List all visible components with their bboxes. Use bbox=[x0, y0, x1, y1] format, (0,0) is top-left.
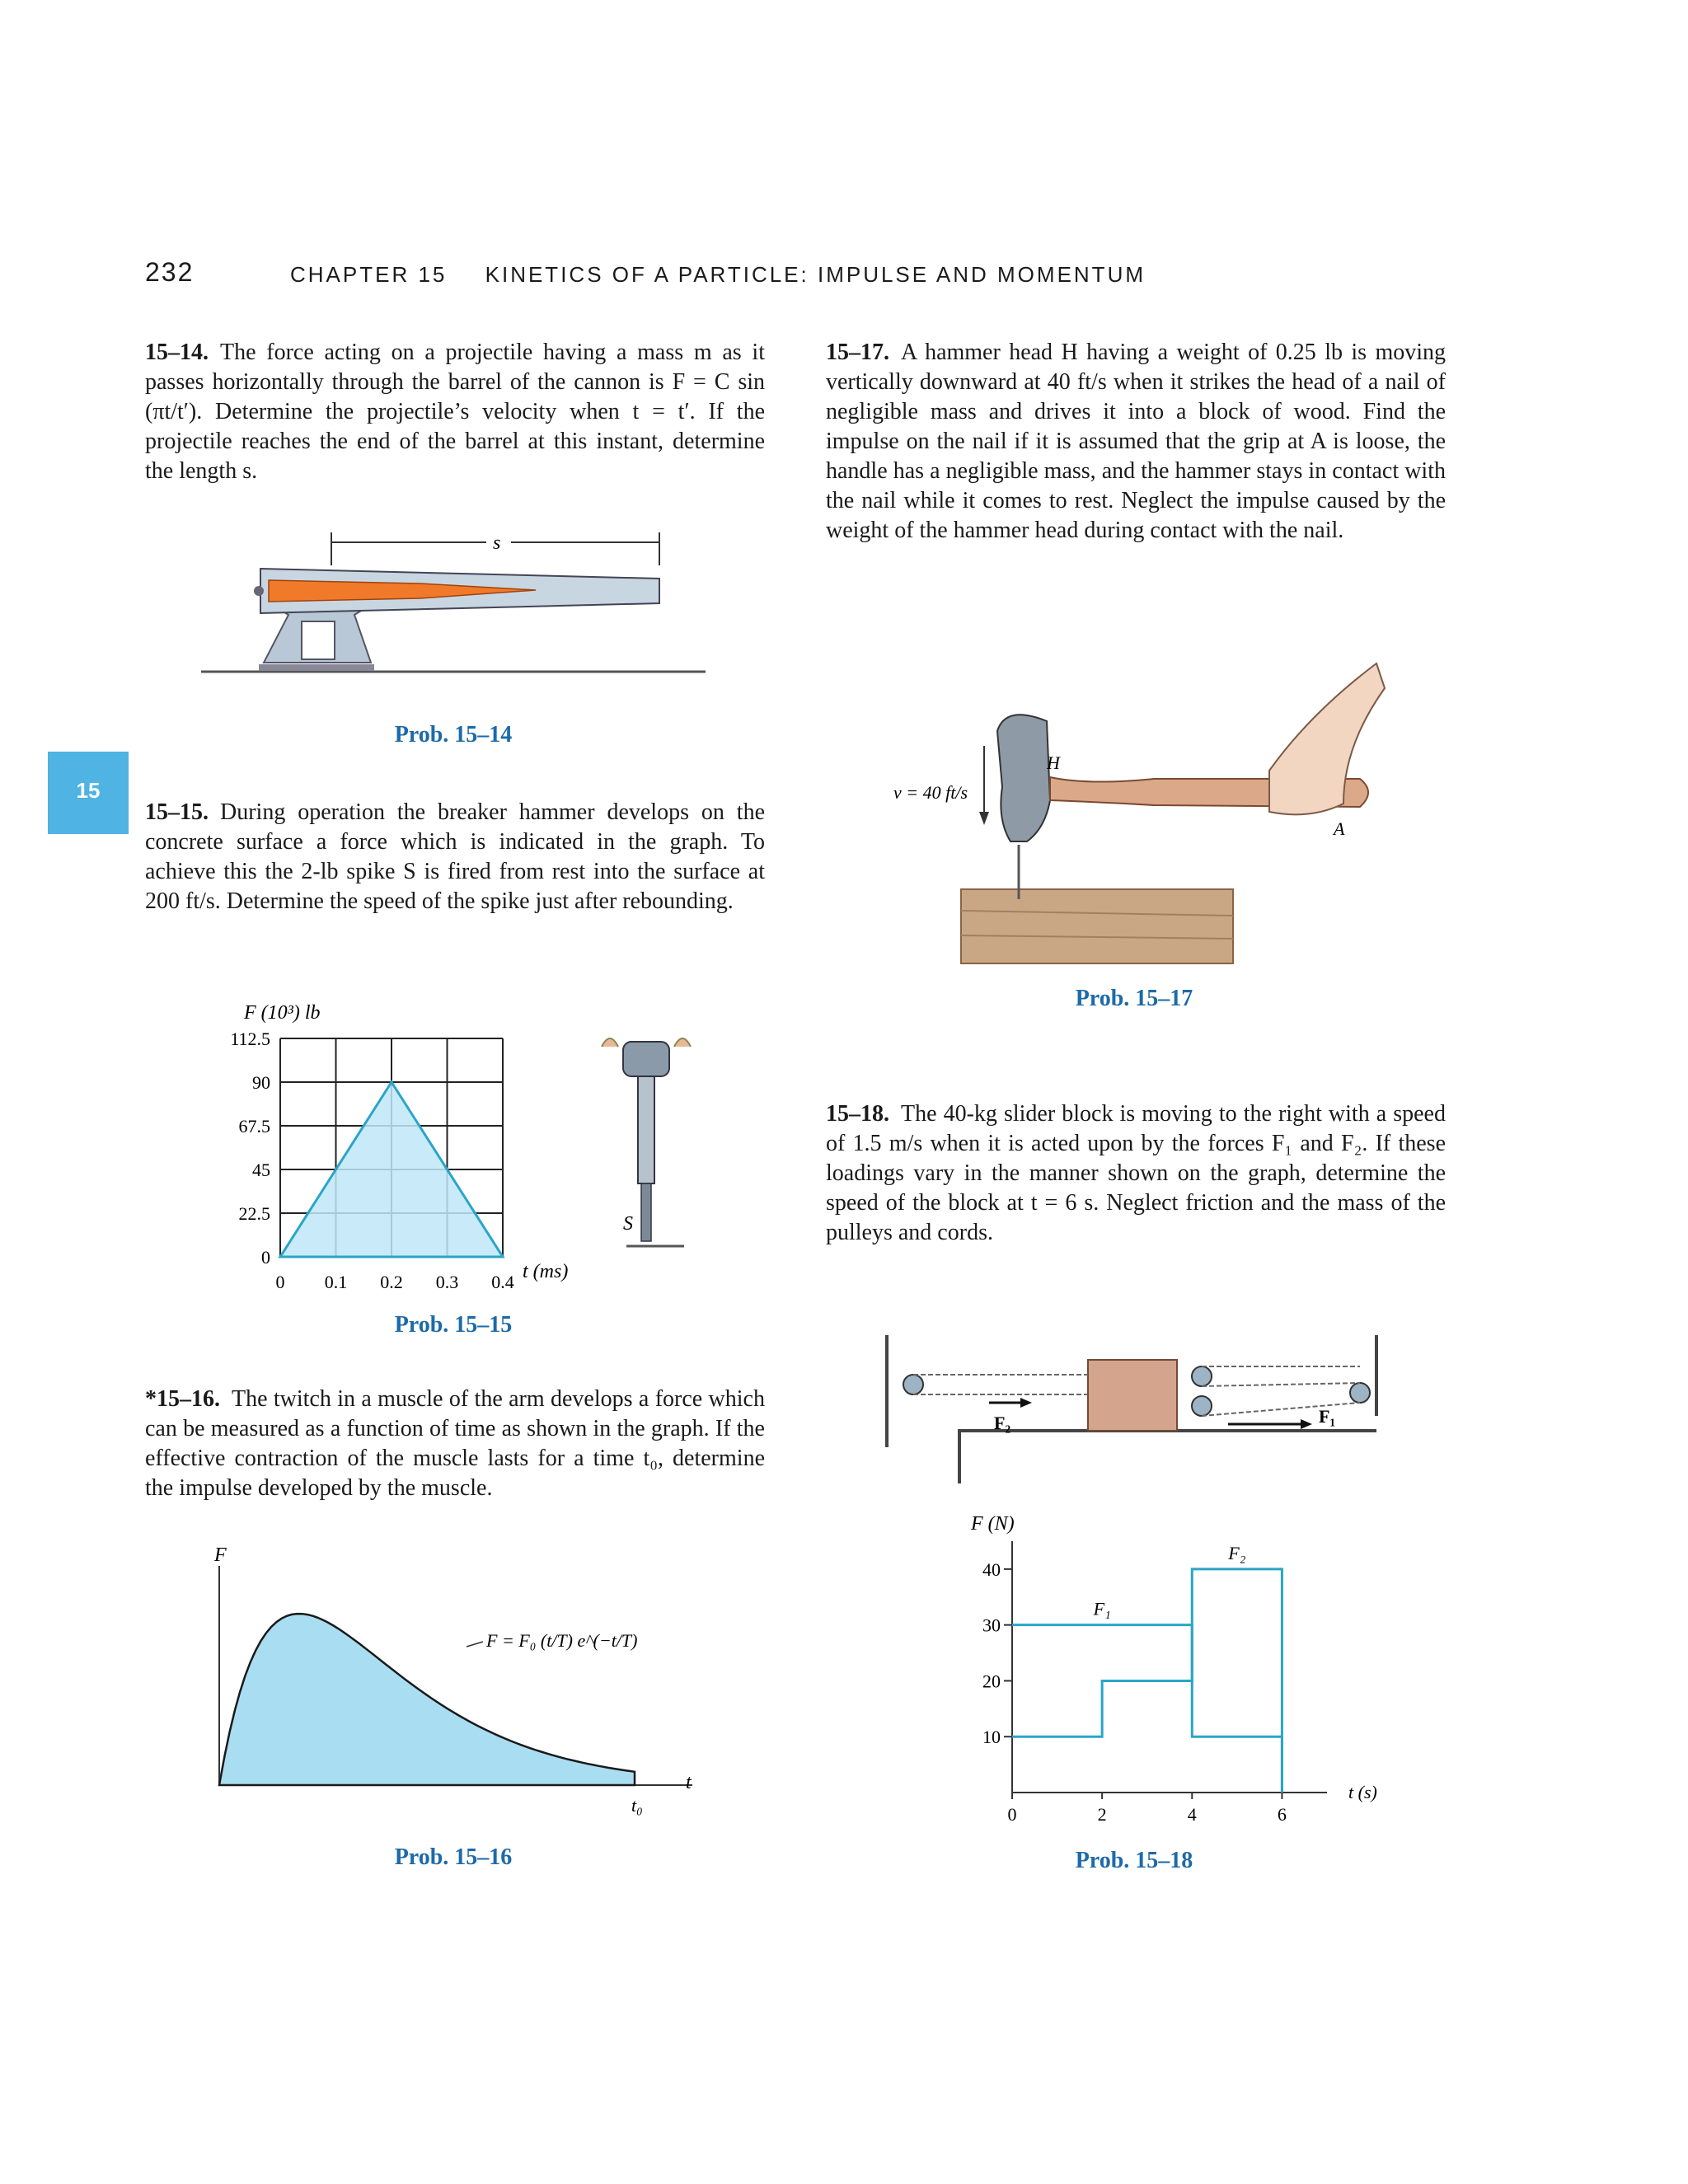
x-tick-label: 2 bbox=[1097, 1804, 1107, 1825]
t0-tick-label: t₀ bbox=[631, 1795, 643, 1816]
hammer-label-h: H bbox=[1047, 752, 1060, 773]
y-tick-label: 20 bbox=[982, 1671, 1001, 1692]
chapter-title: KINETICS OF A PARTICLE: IMPULSE AND MOMENTUM bbox=[485, 262, 1146, 287]
hammer-figure bbox=[882, 655, 1393, 977]
problem-number: *15–16. bbox=[145, 1386, 220, 1412]
y-tick-label: 10 bbox=[982, 1727, 1001, 1748]
y-tick-label: 22.5 bbox=[238, 1203, 270, 1224]
wood-block bbox=[961, 889, 1233, 963]
breaker-hammer-figure bbox=[593, 1030, 701, 1261]
problem-text: The 40-kg slider block is moving to the right with a speed of 1.5 m/s when it is acted upon by the forces F₁ and F₂. If these loadings vary in the manner shown on the graph, determine the speed of the block at t = 6 s. Neglect friction and the mass of the pulleys and cords. bbox=[826, 1101, 1446, 1245]
chapter-tab: 15 bbox=[48, 752, 129, 834]
velocity-label: v = 40 ft/s bbox=[893, 782, 968, 803]
y-tick-label: 30 bbox=[982, 1615, 1001, 1636]
problem-number: 15–18. bbox=[826, 1101, 889, 1127]
x-tick-label: 0 bbox=[1007, 1804, 1017, 1825]
series-label-f1: F₁ bbox=[1093, 1598, 1111, 1619]
spike-label-s: S bbox=[623, 1213, 633, 1235]
chapter-label: CHAPTER 15 bbox=[290, 262, 448, 287]
y-axis-label: F (10³) lb bbox=[244, 1002, 321, 1024]
slider-block-figure bbox=[874, 1327, 1434, 1492]
dimension-s-label: s bbox=[493, 532, 501, 554]
problem-15-17 bbox=[826, 338, 1446, 546]
chart-prob-15-15 bbox=[198, 989, 593, 1319]
problem-number: 15–15. bbox=[145, 799, 209, 825]
x-tick-label: 0.3 bbox=[435, 1272, 459, 1292]
chart-prob-15-16 bbox=[198, 1541, 725, 1830]
problem-15-14 bbox=[145, 338, 765, 486]
y-tick-label: 0 bbox=[261, 1247, 270, 1268]
y-axis-label: F (N) bbox=[971, 1513, 1015, 1535]
chart-prob-15-18 bbox=[956, 1508, 1418, 1838]
page-number: 232 bbox=[145, 257, 195, 287]
caption-prob-15-16: Prob. 15–16 bbox=[394, 1844, 513, 1870]
force-label-f2: F₂ bbox=[994, 1413, 1011, 1433]
hammer-head bbox=[997, 715, 1050, 841]
x-tick-label: 4 bbox=[1187, 1804, 1197, 1825]
problem-15-16 bbox=[145, 1385, 765, 1503]
y-tick-label: 67.5 bbox=[238, 1116, 270, 1137]
problem-text: The twitch in a muscle of the arm develops a force which can be measured as a function of time as shown in the graph. If the effective contraction of the muscle lasts for a time t₀, determine the impulse developed by the muscle. bbox=[145, 1386, 765, 1501]
x-tick-label: 0 bbox=[275, 1272, 285, 1292]
problem-text: A hammer head H having a weight of 0.25 lb is moving vertically downward at 40 ft/s when it strikes the head of a nail of negligible mass and drives it into a block of wood. Find the impulse on the nail if it is assumed that the grip at A is loose, the handle has a negligible mass, and the hammer stays in contact with the nail while it comes to rest. Neglect the impulse caused by the weight of the hammer head during contact with the nail. bbox=[826, 340, 1446, 543]
slider-block bbox=[1088, 1360, 1177, 1431]
grip-label-a: A bbox=[1334, 818, 1345, 839]
problem-number: 15–14. bbox=[145, 340, 209, 365]
y-tick-label: 45 bbox=[252, 1160, 270, 1180]
series-label-f2: F₂ bbox=[1228, 1542, 1246, 1563]
series-line-1 bbox=[1012, 1625, 1282, 1793]
y-tick-label: 112.5 bbox=[230, 1029, 270, 1049]
x-tick-label: 6 bbox=[1277, 1804, 1287, 1825]
x-axis-label: t (ms) bbox=[523, 1261, 569, 1282]
y-axis-label: F bbox=[214, 1544, 227, 1566]
x-tick-label: 0.2 bbox=[380, 1272, 403, 1292]
equation-label: F = F₀ (t/T) e^(−t/T) bbox=[486, 1630, 638, 1651]
series-line-2 bbox=[1012, 1569, 1282, 1793]
caption-prob-15-18: Prob. 15–18 bbox=[1075, 1848, 1193, 1873]
problem-15-15 bbox=[145, 798, 765, 916]
problem-text: The force acting on a projectile having a mass m as it passes horizontally through the barrel of the cannon is F = C sin (πt/t′). Determine the projectile’s velocity when t = t′. If the projectile reaches the end of the barrel at this instant, determine the length s. bbox=[145, 340, 765, 484]
running-header bbox=[290, 262, 1146, 288]
caption-prob-15-15: Prob. 15–15 bbox=[394, 1312, 513, 1338]
cannon-figure bbox=[198, 527, 709, 684]
x-axis-label: t (s) bbox=[1348, 1782, 1377, 1802]
caption-prob-15-14: Prob. 15–14 bbox=[394, 722, 513, 748]
problem-15-18 bbox=[826, 1099, 1446, 1248]
y-tick-label: 90 bbox=[252, 1072, 270, 1093]
y-tick-label: 40 bbox=[982, 1558, 1001, 1580]
caption-prob-15-17: Prob. 15–17 bbox=[1075, 986, 1193, 1011]
problem-number: 15–17. bbox=[826, 340, 889, 365]
problem-text: During operation the breaker hammer develops on the concrete surface a force which is indicated in the graph. To achieve this the 2-lb spike S is fired from rest into the surface at 200 ft/s. Determine the speed of the spike just after rebounding. bbox=[145, 799, 765, 914]
x-tick-label: 0.4 bbox=[491, 1272, 514, 1292]
x-axis-label: t bbox=[686, 1772, 692, 1793]
x-tick-label: 0.1 bbox=[324, 1272, 348, 1292]
force-label-f1: F₁ bbox=[1319, 1406, 1336, 1427]
